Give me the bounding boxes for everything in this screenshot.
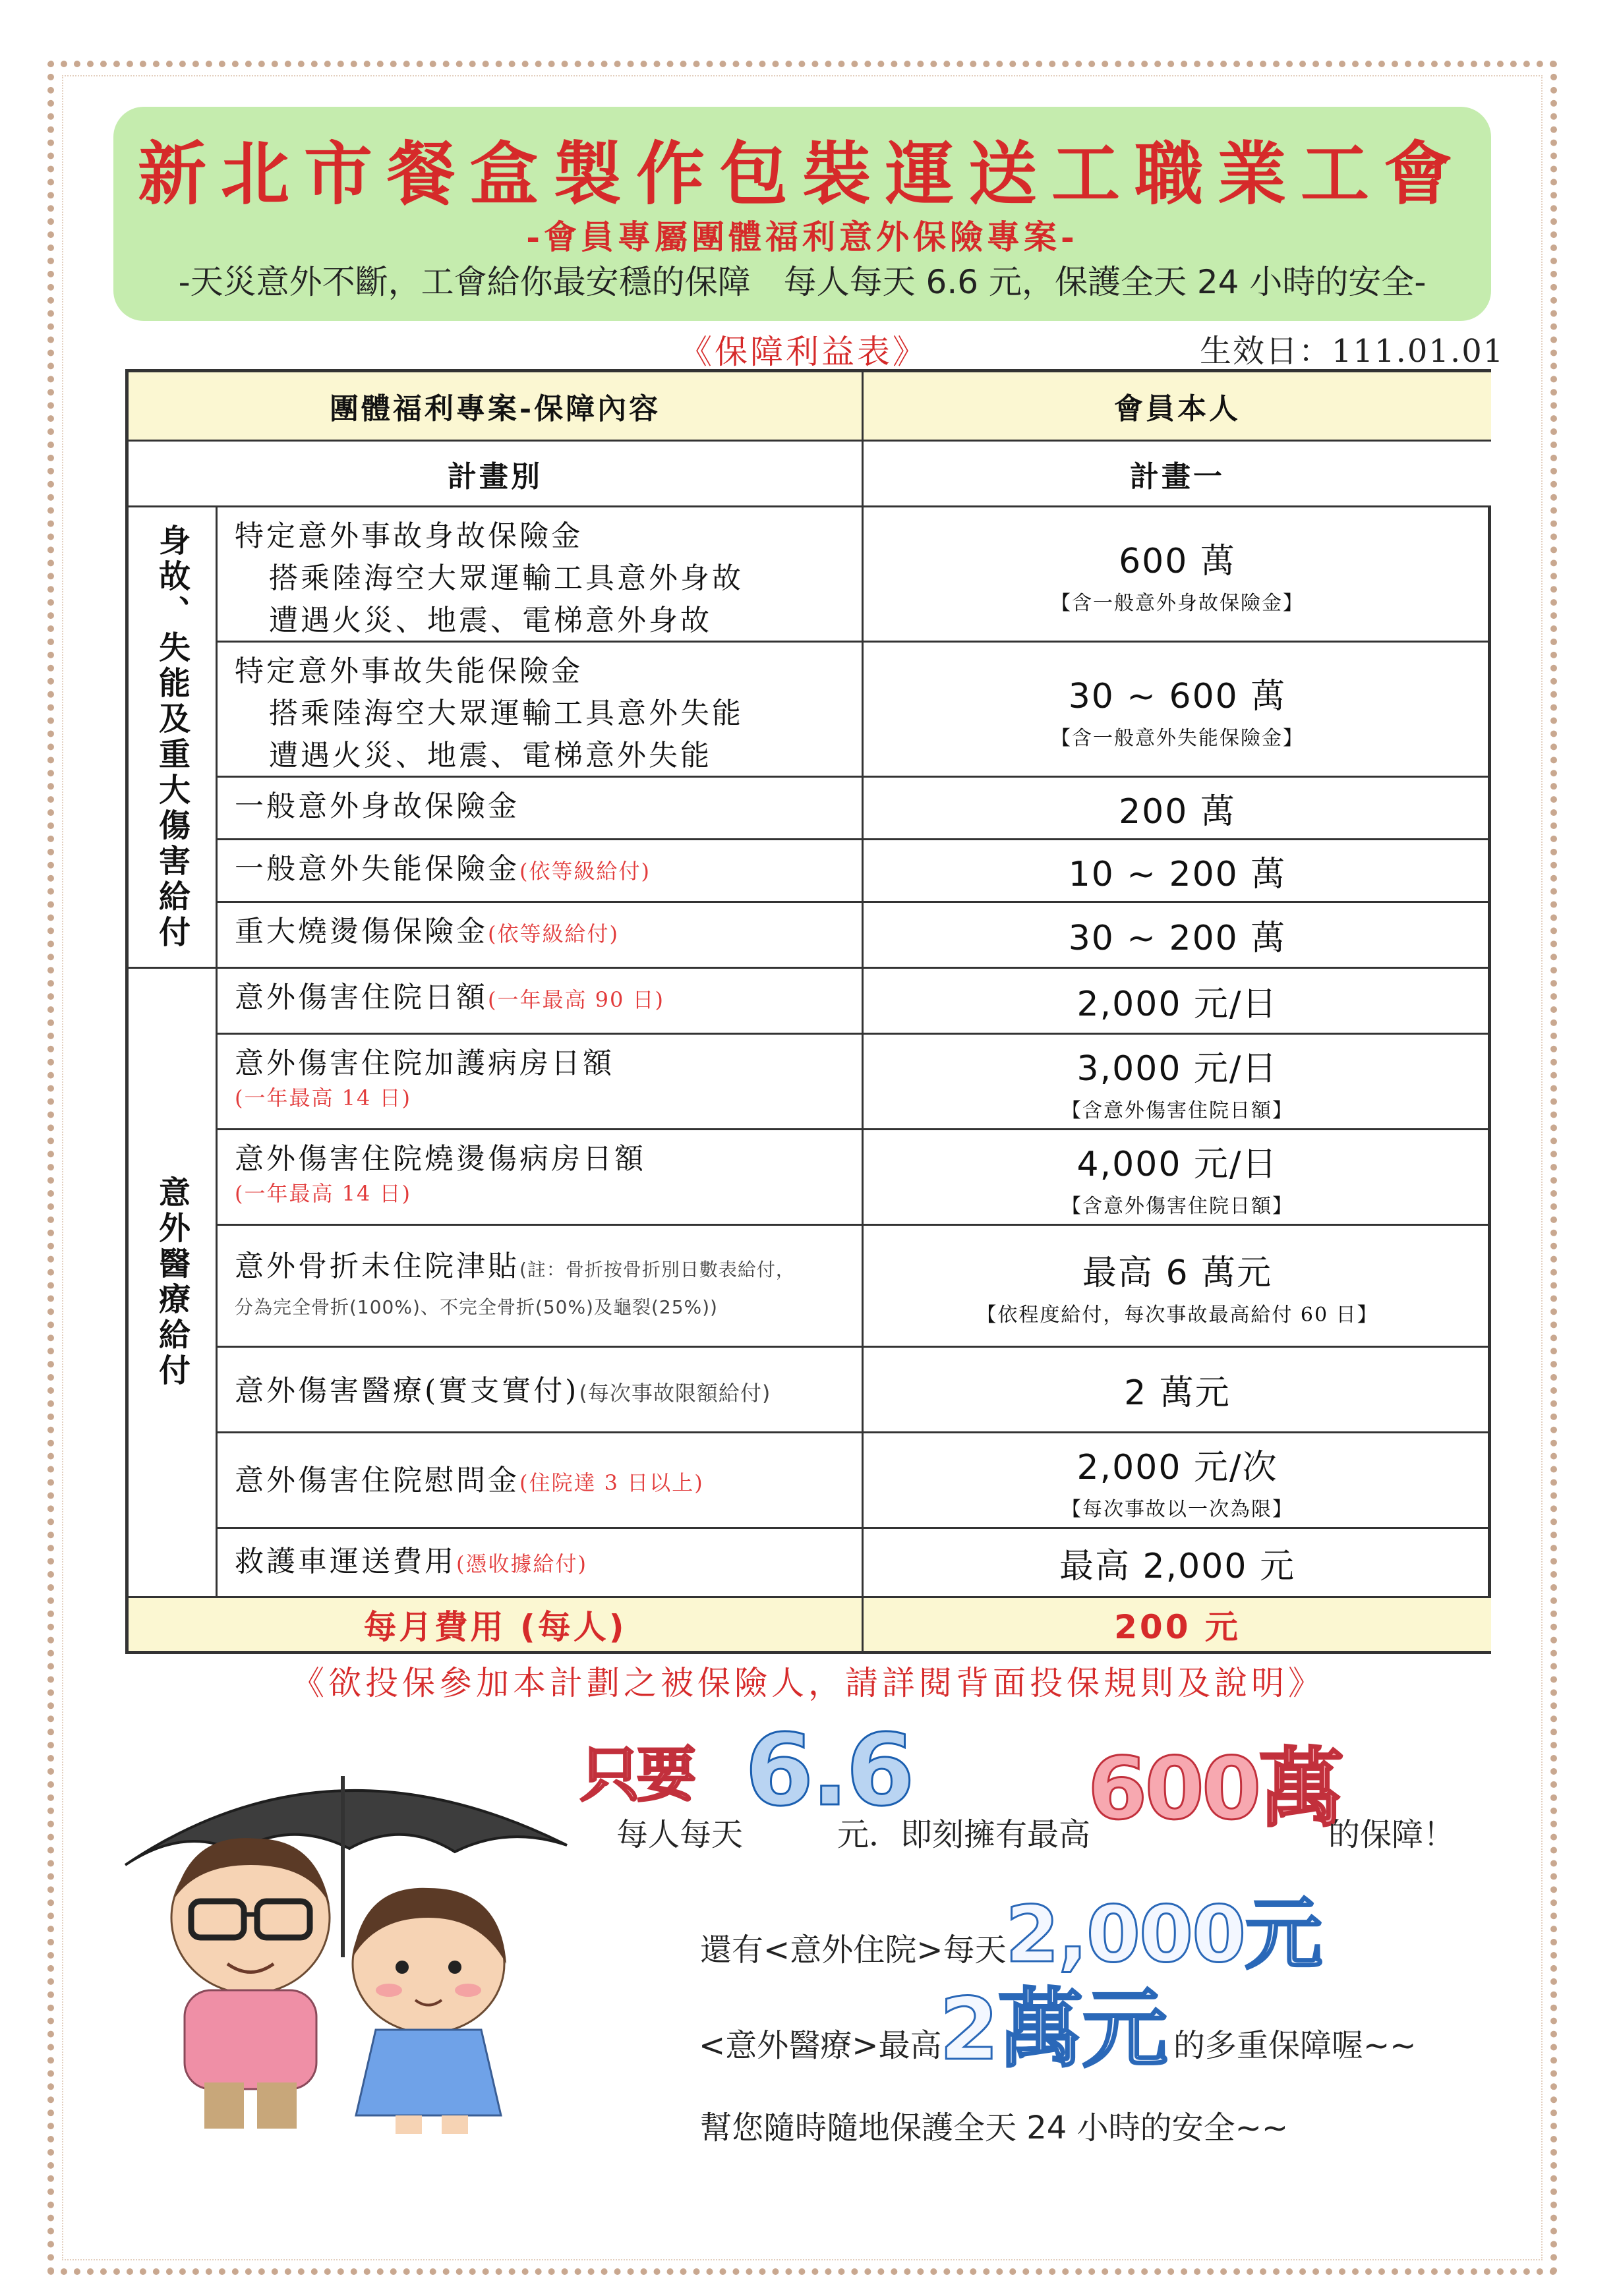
benefit-table <box>125 369 1491 1654</box>
row-accident-disability <box>218 643 864 778</box>
row-accident-death <box>218 507 864 643</box>
item-sub: 遭遇火災、地震、電梯意外失能 <box>269 739 712 772</box>
amount-cell <box>864 1348 1491 1433</box>
plan-label: 計畫別 <box>129 442 864 507</box>
row-fracture <box>218 1226 864 1348</box>
item-note: (一年最高 14 日) <box>235 1181 412 1206</box>
amount-value: 10 ~ 200 萬 <box>1068 854 1287 894</box>
item-label: 一般意外身故保險金 <box>235 789 519 823</box>
amount-value: 2 萬元 <box>1124 1373 1231 1413</box>
row-burn-ward-daily <box>218 1130 864 1226</box>
amount-value: 2,000 元/日 <box>1076 985 1278 1024</box>
item-sub: 搭乘陸海空大眾運輸工具意外失能 <box>269 697 744 730</box>
monthly-fee-amount: 200 元 <box>864 1598 1491 1651</box>
promo-line4: 幫您隨時隨地保護全天 24 小時的安全~~ <box>700 2109 1289 2146</box>
amount-note: 【含意外傷害住院日額】 <box>1061 1194 1293 1218</box>
row-medical-expense <box>218 1348 864 1433</box>
amount-cell <box>864 778 1491 840</box>
category-death-disability: 身故、失能及重大傷害給付 <box>129 507 218 969</box>
item-label: 意外傷害住院加護病房日額 <box>235 1047 614 1080</box>
amount-note: 【含一般意外身故保險金】 <box>1051 591 1304 615</box>
row-ambulance <box>218 1529 864 1598</box>
promo-line1a: 每人每天 <box>616 1816 744 1853</box>
amount-cell <box>864 903 1491 969</box>
row-icu-daily <box>218 1035 864 1130</box>
promo-line2a: 還有<意外住院>每天 <box>700 1932 1007 1968</box>
amount-value: 最高 6 萬元 <box>1082 1253 1273 1293</box>
benefit-table-title: 《保障利益表》 <box>679 333 928 371</box>
promo-medical: 2萬元 <box>939 1979 1167 2079</box>
amount-value: 30 ~ 600 萬 <box>1068 676 1287 716</box>
promo-line3b: 的多重保障喔~~ <box>1173 2027 1417 2064</box>
item-label: 意外傷害住院燒燙傷病房日額 <box>235 1142 646 1176</box>
item-label: 意外骨折未住院津貼 <box>235 1249 519 1283</box>
row-hospital-daily <box>218 969 864 1035</box>
item-note: 分為完全骨折(100%)、不完全骨折(50%)及龜裂(25%)) <box>235 1296 718 1318</box>
item-note: (依等級給付) <box>519 859 651 884</box>
item-sub: 遭遇火災、地震、電梯意外身故 <box>269 604 712 637</box>
item-note: (註：骨折按骨折別日數表給付， <box>519 1259 795 1280</box>
item-label: 意外傷害醫療(實支實付) <box>235 1374 579 1408</box>
amount-value: 4,000 元/日 <box>1076 1144 1278 1184</box>
item-note: (住院達 3 日以上) <box>519 1470 704 1495</box>
amount-cell <box>864 1130 1491 1226</box>
amount-cell <box>864 1529 1491 1598</box>
union-name: 新北市餐盒製作包裝運送工職業工會 <box>137 133 1467 214</box>
row-consolation <box>218 1433 864 1529</box>
item-label: 救護車運送費用 <box>235 1545 456 1578</box>
amount-value: 2,000 元/次 <box>1076 1447 1278 1487</box>
amount-value: 最高 2,000 元 <box>1059 1546 1295 1586</box>
plan-subtitle: -會員專屬團體福利意外保險專案- <box>526 217 1078 256</box>
slogan: -天災意外不斷，工會給你最安穩的保障 每人每天 6.6 元，保護全天 24 小時的安全- <box>178 263 1427 301</box>
item-note: (一年最高 14 日) <box>235 1085 412 1110</box>
promo-price: 6.6 <box>745 1713 912 1828</box>
header-content: 團體福利專案-保障內容 <box>129 372 864 442</box>
row-general-death <box>218 778 864 840</box>
umbrella-kids-illustration <box>112 1740 587 2135</box>
amount-note: 【含一般意外失能保險金】 <box>1051 726 1304 750</box>
amount-cell <box>864 969 1491 1035</box>
item-sub: 搭乘陸海空大眾運輸工具意外身故 <box>269 561 744 595</box>
amount-cell <box>864 840 1491 903</box>
amount-cell <box>864 1226 1491 1348</box>
plan-name: 計畫一 <box>864 442 1491 507</box>
amount-cell <box>864 1433 1491 1529</box>
promo-line3a: <意外醫療>最高 <box>699 2027 942 2064</box>
item-label: 特定意外事故身故保險金 <box>235 519 583 553</box>
effective-date: 生效日：111.01.01 <box>1200 333 1505 370</box>
item-note: (憑收據給付) <box>456 1551 587 1576</box>
item-label: 意外傷害住院日額 <box>235 981 488 1014</box>
item-note: (每次事故限額給付) <box>579 1381 771 1406</box>
item-note: (依等級給付) <box>488 921 619 946</box>
amount-cell <box>864 643 1491 778</box>
item-note: (一年最高 90 日) <box>488 987 665 1012</box>
promo-max: 600萬 <box>1088 1738 1342 1839</box>
amount-value: 200 萬 <box>1119 791 1236 832</box>
item-label: 重大燒燙傷保險金 <box>235 915 488 948</box>
amount-value: 3,000 元/日 <box>1076 1048 1278 1089</box>
amount-value: 30 ~ 200 萬 <box>1068 919 1287 958</box>
row-burn <box>218 903 864 969</box>
promo-only: 只要 <box>580 1740 693 1810</box>
row-general-disability <box>218 840 864 903</box>
header-member: 會員本人 <box>864 372 1491 442</box>
amount-note: 【含意外傷害住院日額】 <box>1061 1099 1293 1122</box>
promo-line1c: 的保障！ <box>1328 1816 1456 1853</box>
item-label: 特定意外事故失能保險金 <box>235 654 583 688</box>
footer-note: 《欲投保參加本計劃之被保險人，請詳閱背面投保規則及說明》 <box>291 1664 1325 1702</box>
monthly-fee-label: 每月費用 (每人) <box>129 1598 864 1651</box>
item-label: 意外傷害住院慰問金 <box>235 1464 519 1497</box>
amount-value: 600 萬 <box>1119 541 1236 581</box>
amount-cell <box>864 1035 1491 1130</box>
category-medical: 意外醫療給付 <box>129 969 218 1598</box>
amount-cell <box>864 507 1491 643</box>
item-label: 一般意外失能保險金 <box>235 852 519 886</box>
promo-daily: 2,000元 <box>1005 1889 1322 1980</box>
promo-line1b: 元．即刻擁有最高 <box>837 1816 1091 1853</box>
amount-note: 【每次事故以一次為限】 <box>1061 1497 1293 1521</box>
amount-note: 【依程度給付，每次事故最高給付 60 日】 <box>976 1303 1378 1327</box>
